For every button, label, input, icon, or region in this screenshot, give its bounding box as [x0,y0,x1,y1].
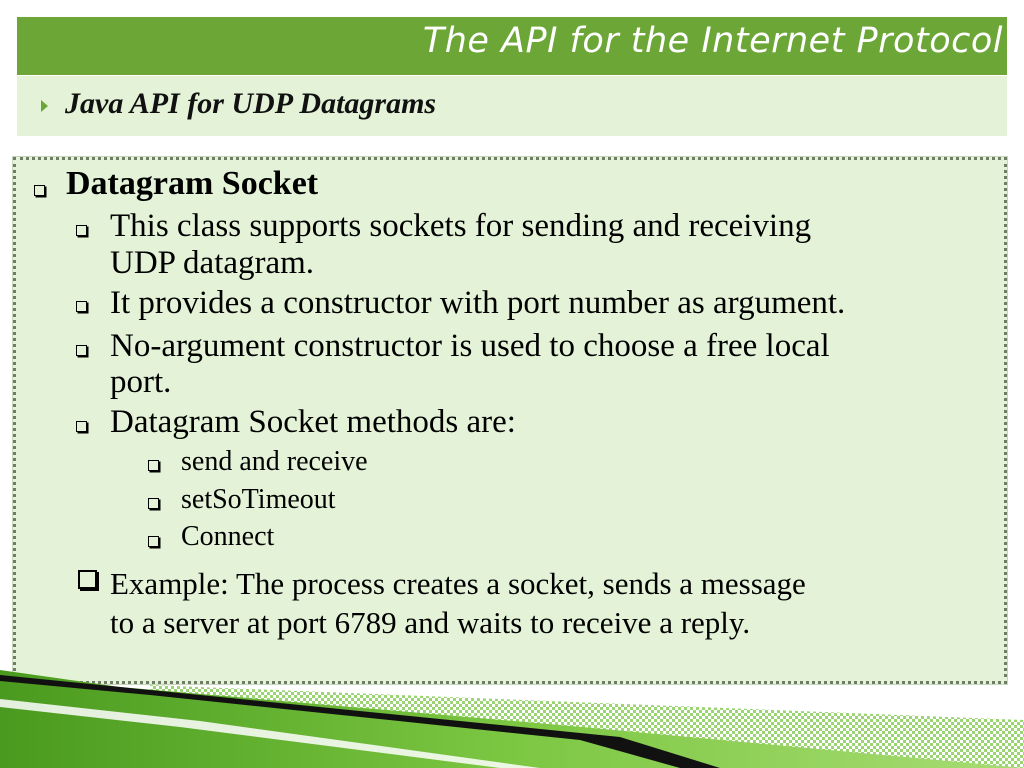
slide-title: The API for the Internet Protocol [422,21,1003,61]
point-1-line-1: This class supports sockets for sending and receiving [110,208,812,244]
example-line-2: to a server at port 6789 and waits to receive a reply. [110,605,751,640]
square-bullet-icon [78,570,97,589]
square-bullet-icon [148,460,159,471]
triangle-bullet-icon [41,100,48,112]
slide-subtitle: Java API for UDP Datagrams [65,87,437,120]
method-item: send and receive [181,446,368,477]
method-item: Connect [181,521,275,552]
point-3-line-2: port. [110,364,172,400]
heading-datagram-socket: Datagram Socket [66,165,319,202]
title-bar [17,17,1007,75]
decorative-swoosh [0,665,1024,768]
square-bullet-icon [76,421,87,432]
method-item: setSoTimeout [181,484,336,515]
point-1-line-2: UDP datagram. [110,245,315,281]
point-2-line-1: It provides a constructor with port number as argument. [110,285,846,321]
square-bullet-icon [148,536,159,547]
subtitle-bar [17,76,1007,136]
square-bullet-icon [76,225,87,236]
point-3-line-1: No-argument constructor is used to choose a free local [110,328,830,364]
square-bullet-icon [76,301,87,312]
content-panel [13,157,1007,684]
square-bullet-icon [148,498,159,509]
square-bullet-icon [76,345,87,356]
point-4-line-1: Datagram Socket methods are: [110,404,516,440]
square-bullet-icon [34,185,45,196]
example-line-1: Example: The process creates a socket, sends a message [110,566,806,601]
